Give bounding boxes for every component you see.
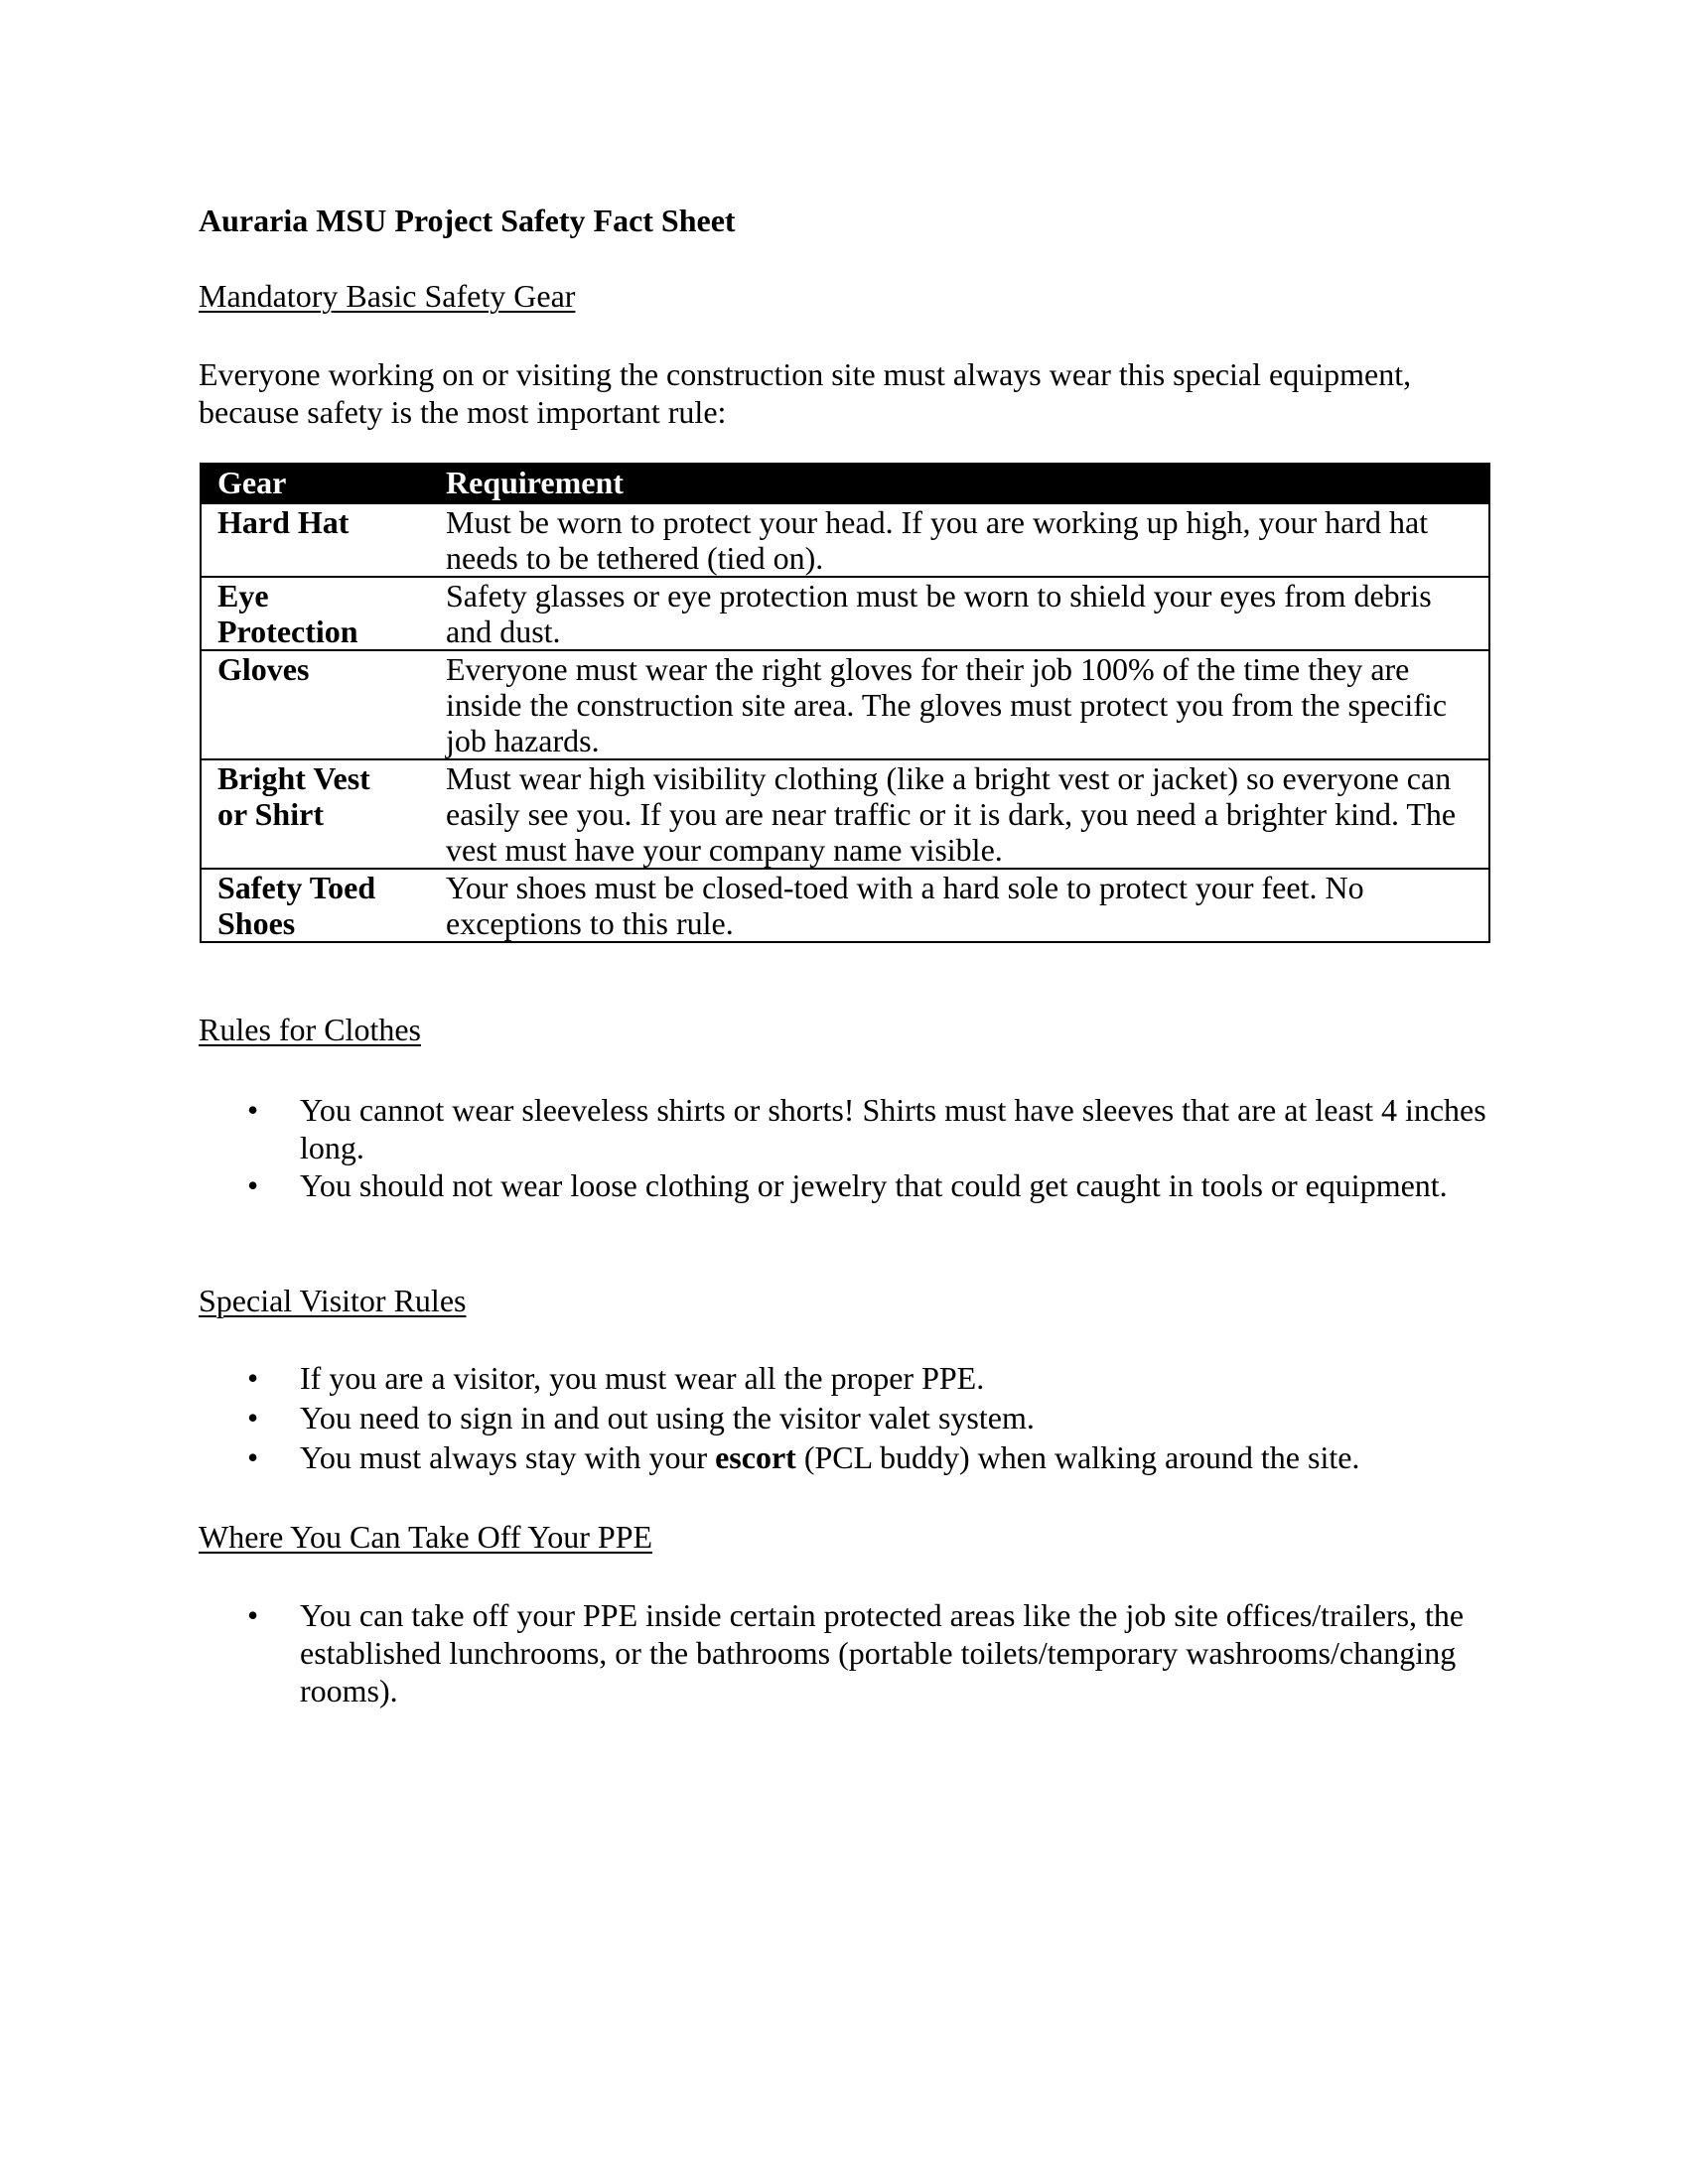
list-item: [199, 1091, 1499, 1166]
section-heading-rules-for-clothes: Rules for Clothes: [199, 1012, 421, 1047]
table-row: [201, 650, 1489, 759]
list-item: [199, 1438, 1499, 1476]
requirement-cell: Safety glasses or eye protection must be worn to shield your eyes from debris and dust.: [438, 577, 1489, 650]
table-row: [201, 759, 1489, 869]
list-item-text: You can take off your PPE inside certain protected areas like the job site offices/trailers, the established lunchrooms, or the bathrooms (portable toilets/temporary washrooms/changing rooms).: [300, 1597, 1465, 1708]
escort-emphasis: escort: [715, 1439, 796, 1475]
requirement-cell: Everyone must wear the right gloves for their job 100% of the time they are inside the construction site area. The gloves must protect you from the specific job hazards.: [438, 650, 1489, 759]
table-row: [201, 869, 1489, 942]
column-header-requirement: Requirement: [446, 465, 624, 500]
gear-cell-text: Eye Protection: [217, 578, 358, 649]
table-row: [201, 577, 1489, 650]
requirement-cell: Must wear high visibility clothing (like a bright vest or jacket) so everyone can easily see you. If you are near traffic or it is dark, you need a brighter kind. The vest must have your company name visible.: [438, 759, 1489, 869]
section-heading-mandatory-gear: Mandatory Basic Safety Gear: [199, 278, 576, 314]
gear-cell-text: Safety Toed Shoes: [217, 870, 376, 941]
document-title: Auraria MSU Project Safety Fact Sheet: [199, 203, 736, 238]
list-item: [199, 1359, 1499, 1397]
bullet-icon: •: [247, 1597, 259, 1633]
bullet-icon: •: [247, 1439, 259, 1475]
list-item-text: If you are a visitor, you must wear all the proper PPE.: [300, 1360, 985, 1396]
column-header-gear: Gear: [217, 465, 287, 500]
list-item: [199, 1399, 1499, 1436]
gear-cell: Gloves: [201, 650, 438, 759]
requirement-cell: Must be worn to protect your head. If you are working up high, your hard hat needs to be tethered (tied on).: [438, 503, 1489, 577]
safety-gear-table: [200, 463, 1490, 943]
bullet-icon: •: [247, 1400, 259, 1435]
requirement-cell: Your shoes must be closed-toed with a hard sole to protect your feet. No exceptions to this rule.: [438, 869, 1489, 942]
visitor-rules-list: [199, 1359, 1499, 1478]
list-item: [199, 1596, 1499, 1709]
list-item-text-before: You must always stay with your: [300, 1439, 716, 1475]
gear-cell: [201, 869, 438, 942]
gear-cell-text: Bright Vest or Shirt: [217, 760, 370, 832]
list-item: [199, 1166, 1499, 1204]
list-item-text: You cannot wear sleeveless shirts or shorts! Shirts must have sleeves that are at least 4 inches long.: [300, 1092, 1486, 1165]
ppe-removal-list: [199, 1596, 1499, 1709]
section-heading-where-to-take-off-ppe: Where You Can Take Off Your PPE: [199, 1519, 653, 1555]
clothes-rules-list: [199, 1091, 1499, 1204]
bullet-icon: •: [247, 1092, 259, 1128]
section-heading-special-visitor-rules: Special Visitor Rules: [199, 1283, 467, 1318]
table-row: [201, 503, 1489, 577]
bullet-icon: •: [247, 1360, 259, 1396]
gear-cell: [201, 577, 438, 650]
gear-cell: [201, 759, 438, 869]
table-header-row: [201, 464, 1489, 503]
list-item-text: You should not wear loose clothing or jewelry that could get caught in tools or equipment.: [300, 1167, 1448, 1203]
bullet-icon: •: [247, 1167, 259, 1203]
list-item-text-after: (PCL buddy) when walking around the site.: [795, 1439, 1360, 1475]
gear-cell: Hard Hat: [201, 503, 438, 577]
intro-paragraph: Everyone working on or visiting the construction site must always wear this special equipment, because safety is the most important rule:: [199, 356, 1412, 430]
list-item-text: You need to sign in and out using the visitor valet system.: [300, 1400, 1035, 1435]
